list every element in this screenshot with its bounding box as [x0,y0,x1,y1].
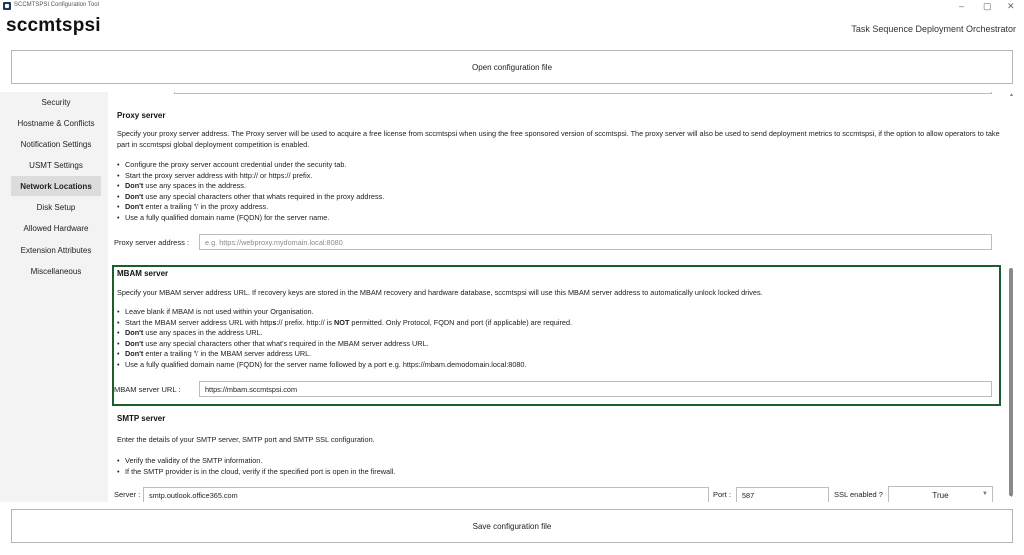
smtp-ssl-label: SSL enabled ? [834,490,883,499]
mbam-url-input[interactable]: https://mbam.sccmtspsi.com [199,381,992,397]
sidebar-item-hostname-conflicts[interactable]: Hostname & Conflicts [17,118,95,128]
list-item: • Leave blank if MBAM is not used within your Organisation. [117,307,572,318]
list-item: • Don't use any special characters other that what's required in the MBAM server address URL. [117,339,572,350]
smtp-port-input[interactable]: 587 [736,487,829,502]
sidebar-item-network-locations[interactable]: Network Locations [11,176,101,196]
list-item: • Start the proxy server address with http:// or https:// prefix. [117,171,384,182]
list-item: • If the SMTP provider is in the cloud, verify if the specified port is open in the firewall. [117,467,395,478]
open-config-button[interactable]: Open configuration file [11,50,1013,84]
smtp-ssl-value: True [932,490,949,500]
mbam-description: Specify your MBAM server address URL. If recovery keys are stored in the MBAM recovery and hardware database, sccmtspsi will use this MBAM server address to automatically unlock locked drives. [117,288,763,297]
close-button[interactable]: ✕ [1007,1,1015,11]
smtp-section-title: SMTP server [117,414,166,423]
smtp-description: Enter the details of your SMTP server, SMTP port and SMTP SSL configuration. [117,435,375,444]
smtp-server-input[interactable]: smtp.outlook.office365.com [143,487,709,502]
sidebar-item-miscellaneous[interactable]: Miscellaneous [30,266,82,276]
mbam-bullets [117,307,572,370]
previous-field-edge [174,92,992,94]
proxy-section-title: Proxy server [117,111,166,120]
scrollbar-thumb[interactable] [1009,268,1013,496]
list-item: • Configure the proxy server account credential under the security tab. [117,160,384,171]
mbam-section-title: MBAM server [117,269,169,278]
smtp-port-label: Port : [713,490,731,499]
title-bar [0,0,1024,13]
sidebar-item-allowed-hardware[interactable]: Allowed Hardware [23,223,89,233]
sidebar-item-notification-settings[interactable]: Notification Settings [20,139,92,149]
app-subtitle: Task Sequence Deployment Orchestrator [851,24,1016,34]
brand-title: sccmtspsi [6,15,101,36]
settings-content [108,92,1008,502]
smtp-server-label: Server : [114,490,141,499]
list-item: • Don't use any special characters other that whats required in the proxy address. [117,192,384,203]
list-item: • Don't enter a trailing '\' in the MBAM server address URL. [117,349,572,360]
list-item: • Don't use any spaces in the address. [117,181,384,192]
sidebar-item-usmt-settings[interactable]: USMT Settings [29,160,83,170]
scroll-up-icon[interactable]: ▲ [1009,92,1014,98]
sidebar-item-extension-attributes[interactable]: Extension Attributes [20,245,92,255]
list-item: • Start the MBAM server address URL with https:// prefix. http:// is NOT permitted. Only Protocol, FQDN and port (if applicable) are required. [117,318,572,329]
window-title: SCCMTSPSI Configuration Tool [14,2,99,8]
minimize-button[interactable]: – [959,1,965,11]
maximize-button[interactable]: ▢ [983,1,992,11]
sidebar [0,92,108,502]
sidebar-item-disk-setup[interactable]: Disk Setup [36,202,76,212]
list-item: • Don't use any spaces in the address URL. [117,328,572,339]
list-item: • Use a fully qualified domain name (FQDN) for the server name. [117,213,384,224]
list-item: • Verify the validity of the SMTP information. [117,456,395,467]
save-config-button[interactable]: Save configuration file [11,509,1013,543]
scroll-down-icon[interactable]: ▼ [1009,493,1014,499]
sidebar-item-security[interactable]: Security [41,97,71,107]
proxy-address-input[interactable]: e.g. https://webproxy.mydomain.local:8080 [199,234,992,250]
proxy-field-label: Proxy server address : [114,238,190,247]
proxy-description: Specify your proxy server address. The Proxy server will be used to acquire a free license from sccmtspsi when using the free sponsored version of sccmtspsi. The proxy server will also be used to send deployment metrics to sccmtspsi, if the option to allow operators to take part in sccmtspsi global deployment competition is enabled. [117,129,1000,149]
smtp-ssl-select[interactable] [888,486,993,502]
chevron-down-icon: ▼ [982,491,988,497]
app-icon [3,2,11,10]
list-item: • Use a fully qualified domain name (FQDN) for the server name followed by a port e.g. https://mbam.demodomain.local:8080. [117,360,572,371]
list-item: • Don't enter a trailing '\' in the proxy address. [117,202,384,213]
mbam-field-label: MBAM server URL : [114,385,181,394]
smtp-bullets [117,456,395,477]
proxy-bullets [117,160,384,223]
